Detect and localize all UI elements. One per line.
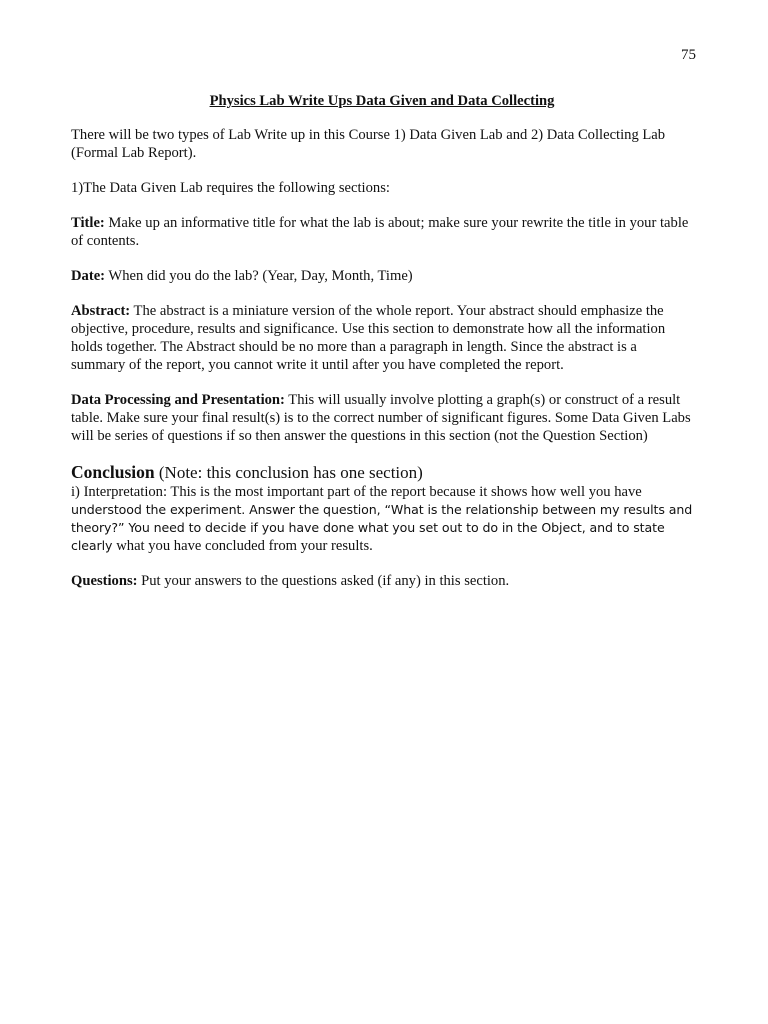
- conclusion-label: Conclusion: [71, 462, 155, 482]
- data-section-paragraph: [71, 391, 693, 445]
- document-title: Physics Lab Write Ups Data Given and Data Collecting: [209, 93, 555, 109]
- document-body: [71, 92, 693, 607]
- abstract-section-paragraph: [71, 302, 693, 374]
- abstract-section-label: Abstract:: [71, 303, 131, 319]
- intro-paragraph: There will be two types of Lab Write up in this Course 1) Data Given Lab and 2) Data Collecting Lab (Formal Lab Report).: [71, 127, 666, 161]
- questions-section-paragraph: [71, 572, 693, 590]
- conclusion-note: (Note: this conclusion has one section): [154, 463, 423, 482]
- title-section-label: Title:: [71, 215, 105, 231]
- date-section-label: Date:: [71, 268, 106, 284]
- abstract-section-text: The abstract is a miniature version of the whole report. Your abstract should emphasize the objective, procedure, results and significance. Use this section to demonstrate how all the information holds together. The Abstract should be no more than a paragraph in length. Since the abstract is a summary of the report, you cannot write it until after you have completed the report.: [71, 303, 666, 373]
- page-number: 75: [681, 47, 696, 63]
- date-section-text: When did you do the lab? (Year, Day, Month, Time): [105, 268, 413, 284]
- conclusion-heading: [71, 462, 693, 483]
- questions-section-text: Put your answers to the questions asked (if any) in this section.: [137, 573, 510, 589]
- date-section-paragraph: [71, 267, 693, 285]
- interpretation-start: i) Interpretation: This is the most important part of the report because it shows how well you have: [71, 484, 642, 500]
- interpretation-paragraph: [71, 483, 693, 555]
- interpretation-end: what you have concluded from your results.: [116, 538, 373, 554]
- title-section-paragraph: [71, 214, 693, 250]
- title-section-text: Make up an informative title for what the lab is about; make sure your rewrite the title in your table of contents.: [71, 215, 689, 249]
- questions-section-label: Questions:: [71, 573, 138, 589]
- interpretation-middle: understood the experiment. Answer the question, “What is the relationship between my results and theory?” You need to decide if you have done what you set out to do in the Object, and to state clearly: [71, 502, 693, 553]
- data-section-text: This will usually involve plotting a graph(s) or construct of a result table. Make sure your final result(s) is to the correct number of significant figures. Some Data Given Labs will be series of questions if so then answer the questions in this section (not the Question Section): [71, 392, 691, 444]
- data-section-label: Data Processing and Presentation:: [71, 392, 285, 408]
- sections-intro-paragraph: 1)The Data Given Lab requires the following sections:: [71, 180, 390, 196]
